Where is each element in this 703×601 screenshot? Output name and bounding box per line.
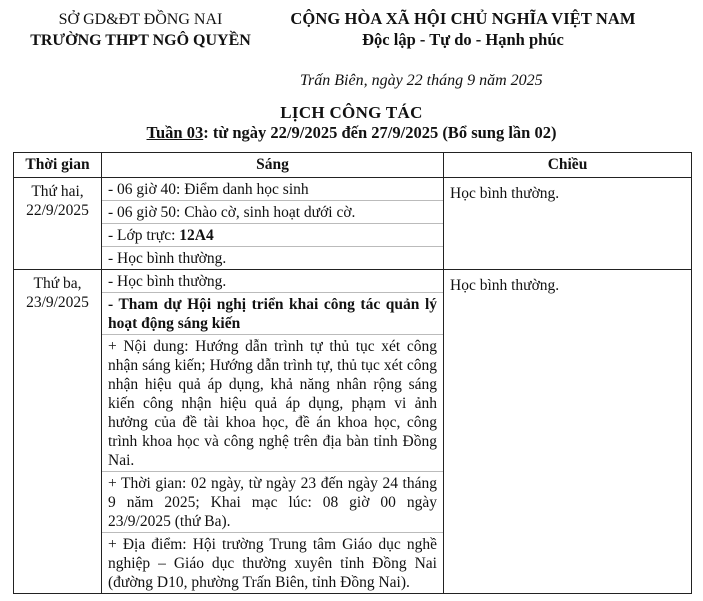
morning-item-content: + Nội dung: Hướng dẫn trình tự thủ tục xét công nhận sáng kiến; Hướng dẫn trình tự, thủ tục xét công nhận hiệu quả áp dụng, khả năng nhân rộng sáng kiến công nhận hiệu quả áp dụng, phạm vi ảnh hưởng của đề tài khoa học, đề án khoa học, công trình khoa học và công nghệ trên địa bàn tỉnh Đồng Nai. — [102, 335, 443, 472]
date-range: : từ ngày 22/9/2025 đến 27/9/2025 (Bổ sung lần 02) — [203, 123, 557, 142]
morning-cell — [102, 178, 444, 270]
morning-item-location: + Địa điểm: Hội trường Trung tâm Giáo dục nghề nghiệp – Giáo dục thường xuyên tỉnh Đồng Nai (đường D10, phường Trấn Biên, tỉnh Đồng Nai). — [108, 536, 437, 591]
morning-item-time: + Thời gian: 02 ngày, từ ngày 23 đến ngày 24 tháng 9 năm 2025; Khai mạc lúc: 08 giờ 00 ngày 23/9/2025 (thứ Ba). — [102, 472, 443, 533]
day-cell — [14, 178, 102, 270]
table-row — [14, 270, 692, 594]
motto: Độc lập - Tự do - Hạnh phúc — [362, 30, 564, 49]
table-header-row — [14, 153, 692, 178]
day-name: Thứ hai, — [31, 183, 84, 200]
afternoon-cell: Học bình thường. — [444, 270, 692, 594]
duty-class-label: - Lớp trực: — [108, 227, 180, 244]
schedule-table — [13, 152, 692, 594]
day-name: Thứ ba, — [33, 275, 82, 292]
morning-item-conference: - Tham dự Hội nghị triển khai công tác quản lý hoạt động sáng kiến — [102, 293, 443, 335]
day-date: 23/9/2025 — [26, 294, 89, 311]
country-name: CỘNG HÒA XÃ HỘI CHỦ NGHĨA VIỆT NAM — [290, 9, 636, 28]
morning-item — [102, 224, 443, 247]
morning-item: - 06 giờ 40: Điểm danh học sinh — [102, 178, 443, 201]
place-date: Trấn Biên, ngày 22 tháng 9 năm 2025 — [300, 72, 543, 89]
day-date: 22/9/2025 — [26, 202, 89, 219]
department-name: SỞ GD&ĐT ĐỒNG NAI — [58, 11, 223, 28]
school-name: TRƯỜNG THPT NGÔ QUYỀN — [30, 32, 251, 49]
afternoon-cell: Học bình thường. — [444, 178, 692, 270]
day-cell — [14, 270, 102, 594]
header-morning: Sáng — [102, 153, 444, 178]
document-title: LỊCH CÔNG TÁC — [280, 103, 423, 122]
document-subtitle — [0, 123, 703, 143]
morning-item: - Học bình thường. — [108, 250, 227, 267]
week-label: Tuần 03 — [146, 123, 204, 142]
table-row — [14, 178, 692, 270]
issuing-organization — [18, 9, 263, 51]
duty-class: 12A4 — [179, 227, 214, 244]
morning-cell — [102, 270, 444, 594]
header-time: Thời gian — [14, 153, 102, 178]
morning-item: - 06 giờ 50: Chào cờ, sinh hoạt dưới cờ. — [102, 201, 443, 224]
national-motto — [263, 8, 663, 50]
header-afternoon: Chiều — [444, 153, 692, 178]
morning-item: - Học bình thường. — [102, 270, 443, 293]
